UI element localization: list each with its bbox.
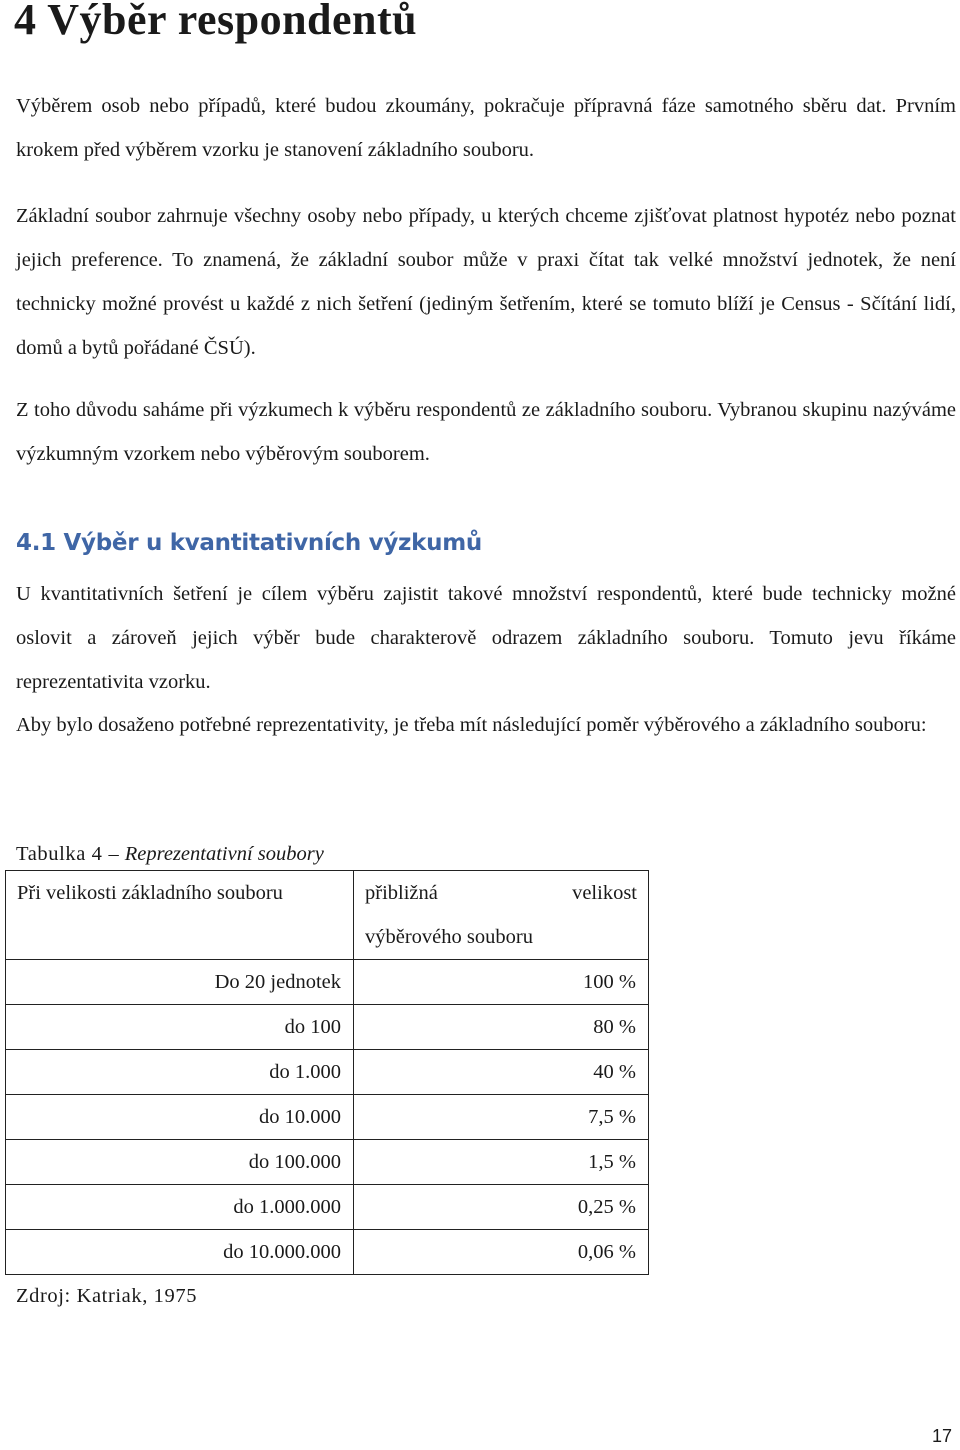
- table-row: [6, 1230, 649, 1275]
- table-caption-label: Tabulka 4: [16, 843, 103, 865]
- sample-size-cell: 40 %: [354, 1050, 649, 1095]
- header-cell-population: [6, 871, 354, 960]
- table-source: Zdroj: Katriak, 1975: [16, 1285, 198, 1307]
- table-header-row: [6, 871, 649, 960]
- chapter-heading: 4 Výběr respondentů: [14, 0, 418, 44]
- table-caption: [16, 838, 324, 870]
- page-number: 17: [931, 1426, 952, 1446]
- population-size-cell: do 100: [6, 1005, 354, 1050]
- paragraph-quantitative: U kvantitativních šetření je cílem výběru zajistit takové množství respondentů, které bude technicky možné oslovit a zároveň jejich výběr bude charakterově odrazem základního souboru. Tomuto jevu říkáme reprezentativita vzorku.: [16, 583, 956, 693]
- table-row: [6, 1095, 649, 1140]
- header-cell-sample: [354, 871, 649, 960]
- paragraph-basic-set: Základní soubor zahrnuje všechny osoby nebo případy, u kterých chceme zjišťovat platnost hypotéz nebo poznat jejich preference. To znamená, že základní soubor může v praxi čítat tak velké množství jednotek, že není technicky možné provést u každé z nich šetření (jediným šetřením, které se tomuto blíží je Census - Sčítání lidí, domů a bytů pořádané ČSÚ).: [16, 205, 956, 359]
- table-row: [6, 1050, 649, 1095]
- header-population-label: Při velikosti základního souboru: [17, 882, 283, 904]
- population-size-cell: do 1.000.000: [6, 1185, 354, 1230]
- sample-size-cell: 7,5 %: [354, 1095, 649, 1140]
- table-row: [6, 1005, 649, 1050]
- population-size-cell: do 10.000.000: [6, 1230, 354, 1275]
- sample-size-cell: 0,25 %: [354, 1185, 649, 1230]
- population-size-cell: do 10.000: [6, 1095, 354, 1140]
- table-row: [6, 1140, 649, 1185]
- sample-size-cell: 0,06 %: [354, 1230, 649, 1275]
- representative-sets-table: [5, 870, 649, 1275]
- sample-size-cell: 1,5 %: [354, 1140, 649, 1185]
- paragraph-intro: Výběrem osob nebo případů, které budou zkoumány, pokračuje přípravná fáze samotného sběru dat. Prvním krokem před výběrem vzorku je stanovení základního souboru.: [16, 95, 956, 161]
- header-sample-word1: přibližná: [365, 882, 438, 904]
- table-caption-dash: –: [108, 843, 119, 865]
- paragraph-sample: Z toho důvodu saháme při výzkumech k výběru respondentů ze základního souboru. Vybranou skupinu nazýváme výzkumným vzorkem nebo výběrovým souborem.: [16, 399, 956, 465]
- sample-size-cell: 80 %: [354, 1005, 649, 1050]
- header-sample-line2: výběrového souboru: [365, 926, 533, 948]
- table-row: [6, 960, 649, 1005]
- sample-size-cell: 100 %: [354, 960, 649, 1005]
- population-size-cell: do 1.000: [6, 1050, 354, 1095]
- table-row: [6, 1185, 649, 1230]
- population-size-cell: do 100.000: [6, 1140, 354, 1185]
- population-size-cell: Do 20 jednotek: [6, 960, 354, 1005]
- section-heading: 4.1 Výběr u kvantitativních výzkumů: [16, 530, 482, 556]
- table-caption-title: Reprezentativní soubory: [124, 843, 324, 865]
- header-sample-word2: velikost: [572, 882, 637, 904]
- paragraph-representativity: Aby bylo dosaženo potřebné reprezentativity, je třeba mít následující poměr výběrového a základního souboru:: [16, 714, 927, 736]
